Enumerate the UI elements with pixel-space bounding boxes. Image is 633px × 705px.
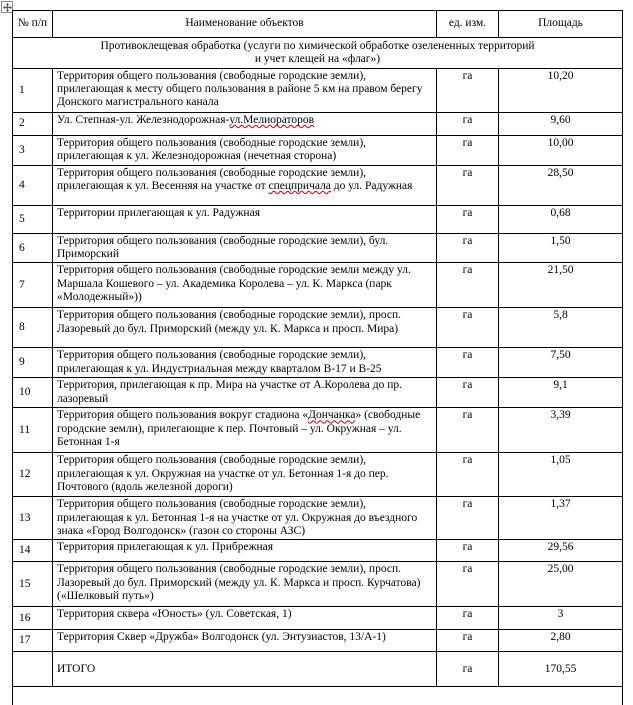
- unit-cell: га: [437, 652, 499, 687]
- col-header-area: Площадь: [499, 11, 623, 38]
- area-cell: 5,8: [499, 308, 623, 348]
- area-cell: 10,20: [499, 69, 623, 113]
- table-row: [13, 630, 623, 652]
- area-cell: 170,55: [499, 652, 623, 687]
- row-number-cell: 2: [13, 113, 53, 136]
- area-cell: 9,1: [499, 378, 623, 408]
- table-row: [13, 408, 623, 453]
- table-row: [13, 206, 623, 234]
- table-row: [13, 263, 623, 308]
- object-name-cell: [53, 113, 437, 136]
- table-row: [13, 607, 623, 630]
- total-row: [13, 652, 623, 687]
- unit-cell: га: [437, 308, 499, 348]
- object-name-cell: Территория общего пользования (свободные городские земли), прилегающая к ул. Бетонная 1-я на участке от ул. Окружная до въездного знака «Город Волгодонск» (газон со стороны АЗС): [53, 497, 437, 540]
- object-name-cell: [53, 408, 437, 453]
- unit-cell: га: [437, 166, 499, 206]
- unit-cell: га: [437, 69, 499, 113]
- empty-cell: [13, 687, 623, 705]
- section-header-row: [13, 38, 623, 69]
- unit-cell: га: [437, 540, 499, 562]
- area-cell: 7,50: [499, 348, 623, 378]
- unit-cell: га: [437, 378, 499, 408]
- table-row: [13, 453, 623, 497]
- object-name-cell: Территория общего пользования (свободные городские земли между ул. Маршала Кошевого – ул. Академика Королева – ул. К. Маркса (парк «Молодежный»)): [53, 263, 437, 308]
- row-number-cell: 9: [13, 348, 53, 378]
- area-cell: 3: [499, 607, 623, 630]
- row-number-cell: 4: [13, 166, 53, 206]
- row-number-cell: 6: [13, 234, 53, 263]
- row-number-cell: 10: [13, 378, 53, 408]
- col-header-num: № п/п: [13, 11, 53, 38]
- table-row: [13, 166, 623, 206]
- area-cell: 9,60: [499, 113, 623, 136]
- unit-cell: га: [437, 234, 499, 263]
- area-cell: 2,80: [499, 630, 623, 652]
- unit-cell: га: [437, 136, 499, 166]
- object-name-cell: Территории прилегающая к ул. Радужная: [53, 206, 437, 234]
- unit-cell: га: [437, 453, 499, 497]
- total-label-cell: ИТОГО: [53, 652, 437, 687]
- object-name-cell: Территория, прилегающая к пр. Мира на участке от А.Королева до пр. лазоревый: [53, 378, 437, 408]
- row-number-cell: 12: [13, 453, 53, 497]
- table-row: [13, 497, 623, 540]
- objects-table: [12, 10, 623, 705]
- unit-cell: га: [437, 408, 499, 453]
- table-row: [13, 562, 623, 607]
- object-name-cell: Территория сквера «Юность» (ул. Советская, 1): [53, 607, 437, 630]
- misspelled-text: Дончанка: [308, 409, 356, 422]
- section-title-line2: и учет клещей на «флаг»): [254, 53, 381, 65]
- name-text: до ул. Радужная: [330, 180, 413, 193]
- area-cell: 3,39: [499, 408, 623, 453]
- header-row: [13, 11, 623, 38]
- area-cell: 21,50: [499, 263, 623, 308]
- table-row: [13, 113, 623, 136]
- table-row: [13, 308, 623, 348]
- col-header-unit: ед. изм.: [437, 11, 499, 38]
- row-number-cell: [13, 652, 53, 687]
- row-number-cell: 8: [13, 308, 53, 348]
- table-row: [13, 348, 623, 378]
- object-name-cell: Территория общего пользования (свободные городские земли), прилегающая к ул. Окружная на участке от ул. Бетонная 1-я до пер. Почтового (вдоль железной дороги): [53, 453, 437, 497]
- section-title-line1: Противоклещевая обработка (услуги по химической обработке озелененных территорий: [100, 39, 535, 52]
- unit-cell: га: [437, 113, 499, 136]
- row-number-cell: 14: [13, 540, 53, 562]
- col-header-name: Наименование объектов: [53, 11, 437, 38]
- misspelled-text: спецпричала: [268, 180, 331, 193]
- table-row: [13, 378, 623, 408]
- area-cell: 10,00: [499, 136, 623, 166]
- row-number-cell: 7: [13, 263, 53, 308]
- unit-cell: га: [437, 630, 499, 652]
- name-text: » (свободные городские земли), прилегающие к пер. Почтовый – ул. Окружная – ул. Бетонная 1-я: [57, 409, 421, 448]
- row-number-cell: 16: [13, 607, 53, 630]
- row-number-cell: 15: [13, 562, 53, 607]
- row-number-cell: 11: [13, 408, 53, 453]
- misspelled-text: ул.Мелиораторов: [229, 114, 315, 126]
- table-row: [13, 540, 623, 562]
- area-cell: 1,50: [499, 234, 623, 263]
- table-row: [13, 136, 623, 166]
- table-row: [13, 234, 623, 263]
- name-text: Территория общего пользования (свободные городские земли), прилегающая к ул. Весенняя на участке от: [57, 167, 367, 193]
- unit-cell: га: [437, 263, 499, 308]
- object-name-cell: Территория общего пользования (свободные городские земли), просп. Лазоревый до бул. Приморский (между ул. К. Маркса и просп. Курчатова) («Шелковый путь»): [53, 562, 437, 607]
- object-name-cell: Территория общего пользования (свободные городские земли), прилегающая к месту общего пользования в районе 5 км на правом берегу Донского магистрального канала: [53, 69, 437, 113]
- area-cell: 29,56: [499, 540, 623, 562]
- unit-cell: га: [437, 206, 499, 234]
- unit-cell: га: [437, 348, 499, 378]
- object-name-cell: [53, 166, 437, 206]
- object-name-cell: Территория прилегающая к ул. Прибрежная: [53, 540, 437, 562]
- name-text: Территория общего пользования вокруг стадиона «: [57, 409, 309, 422]
- section-title: [13, 38, 623, 69]
- table-row: [13, 69, 623, 113]
- object-name-cell: Территория общего пользования (свободные городские земли), бул. Приморский: [53, 234, 437, 263]
- unit-cell: га: [437, 607, 499, 630]
- row-number-cell: 17: [13, 630, 53, 652]
- move-cross-icon: [3, 3, 12, 12]
- unit-cell: га: [437, 562, 499, 607]
- row-number-cell: 5: [13, 206, 53, 234]
- area-cell: 1,05: [499, 453, 623, 497]
- object-name-cell: Территория Сквер «Дружба» Волгодонск (ул. Энтузиастов, 13/А-1): [53, 630, 437, 652]
- object-name-cell: Территория общего пользования (свободные городские земли), прилегающая к ул. Индустриальная между кварталом В-17 и В-25: [53, 348, 437, 378]
- area-cell: 28,50: [499, 166, 623, 206]
- row-number-cell: 13: [13, 497, 53, 540]
- object-name-cell: Территория общего пользования (свободные городские земли), прилегающая к ул. Железнодорожная (нечетная сторона): [53, 136, 437, 166]
- name-text: Ул. Степная-ул. Железнодорожная-: [57, 114, 230, 126]
- empty-row: [13, 687, 623, 705]
- row-number-cell: 1: [13, 69, 53, 113]
- object-name-cell: Территория общего пользования (свободные городские земли), просп. Лазоревый до бул. Приморский (между ул. К. Маркса и просп. Мира): [53, 308, 437, 348]
- area-cell: 1,37: [499, 497, 623, 540]
- row-number-cell: 3: [13, 136, 53, 166]
- area-cell: 0,68: [499, 206, 623, 234]
- area-cell: 25,00: [499, 562, 623, 607]
- unit-cell: га: [437, 497, 499, 540]
